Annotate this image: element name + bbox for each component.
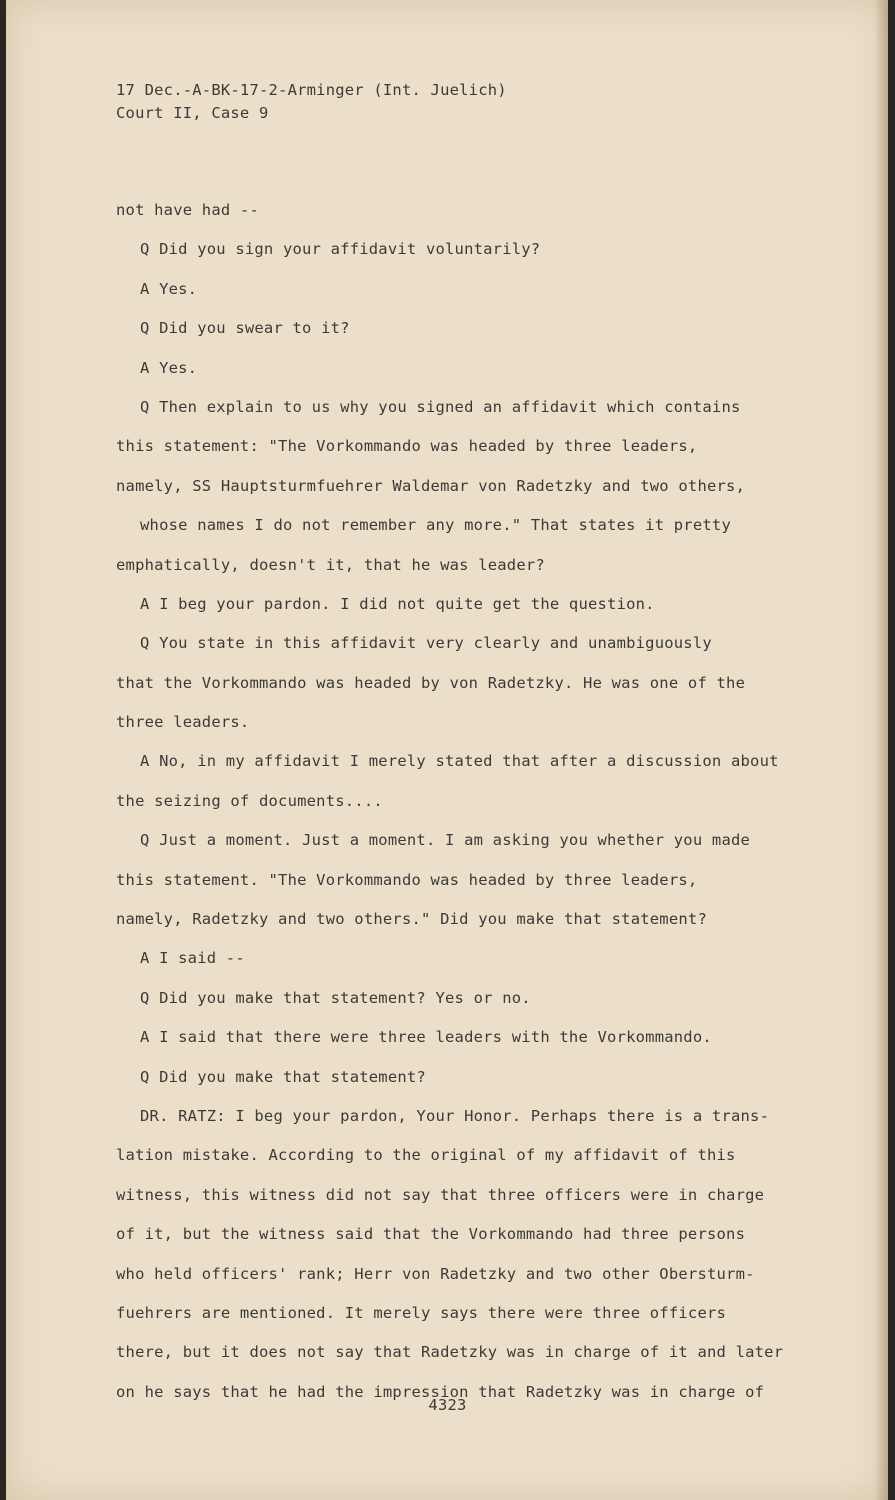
header-court-line: Court II, Case 9: [116, 104, 269, 122]
transcript-line: not have had --: [116, 201, 259, 219]
transcript-line-question: Q Then explain to us why you signed an affidavit which contains: [140, 397, 741, 416]
transcript-line-answer: A I beg your pardon. I did not quite get the question.: [140, 594, 655, 613]
transcript-line: namely, SS Hauptsturmfuehrer Waldemar von Radetzky and two others,: [116, 476, 746, 495]
document-header: [116, 79, 507, 125]
transcript-line: namely, Radetzky and two others." Did you make that statement?: [116, 910, 707, 929]
transcript-line: on he says that he had the impression that Radetzky was in charge of: [116, 1382, 765, 1401]
transcript-line-answer: A I said that there were three leaders with the Vorkommando.: [140, 1028, 712, 1047]
transcript-line: the seizing of documents....: [116, 791, 383, 810]
transcript-line-speaker: DR. RATZ: I beg your pardon, Your Honor. Perhaps there is a trans-: [140, 1106, 770, 1125]
transcript-line: that the Vorkommando was headed by von Radetzky. He was one of the: [116, 673, 746, 692]
transcript-line: three leaders.: [116, 713, 250, 732]
transcript-line-answer: A No, in my affidavit I merely stated that after a discussion about: [140, 752, 779, 771]
transcript-line: emphatically, doesn't it, that he was leader?: [116, 555, 545, 574]
transcript-line: fuehrers are mentioned. It merely says there were three officers: [116, 1303, 727, 1322]
transcript-line-question: Q Did you make that statement?: [140, 1067, 426, 1086]
transcript-line: this statement. "The Vorkommando was headed by three leaders,: [116, 870, 698, 889]
transcript-line-answer: A I said --: [140, 949, 245, 968]
transcript-line-answer: A Yes.: [140, 358, 198, 377]
page-number: 4323: [428, 1396, 467, 1414]
transcript-line-answer: A Yes.: [140, 279, 198, 298]
transcript-line-question: Q Did you make that statement? Yes or no.: [140, 988, 531, 1007]
transcript-line: lation mistake. According to the original of my affidavit of this: [116, 1146, 736, 1165]
header-docket-line: 17 Dec.-A-BK-17-2-Arminger (Int. Juelich): [116, 81, 507, 99]
transcript-line: of it, but the witness said that the Vorkommando had three persons: [116, 1225, 746, 1244]
transcript-line: witness, this witness did not say that three officers were in charge: [116, 1185, 765, 1204]
transcript-line: whose names I do not remember any more." That states it pretty: [140, 516, 731, 535]
transcript-line-question: Q Just a moment. Just a moment. I am asking you whether you made: [140, 831, 751, 850]
transcript-line-question: Q You state in this affidavit very clearly and unambiguously: [140, 634, 712, 653]
transcript-line-question: Q Did you swear to it?: [140, 319, 350, 338]
document-page: [6, 0, 888, 1500]
transcript-line: this statement: "The Vorkommando was headed by three leaders,: [116, 437, 698, 456]
transcript-line: there, but it does not say that Radetzky was in charge of it and later: [116, 1343, 784, 1362]
transcript-body: [116, 198, 816, 1419]
transcript-line: who held officers' rank; Herr von Radetzky and two other Obersturm-: [116, 1264, 755, 1283]
transcript-line-question: Q Did you sign your affidavit voluntarily?: [140, 240, 541, 259]
